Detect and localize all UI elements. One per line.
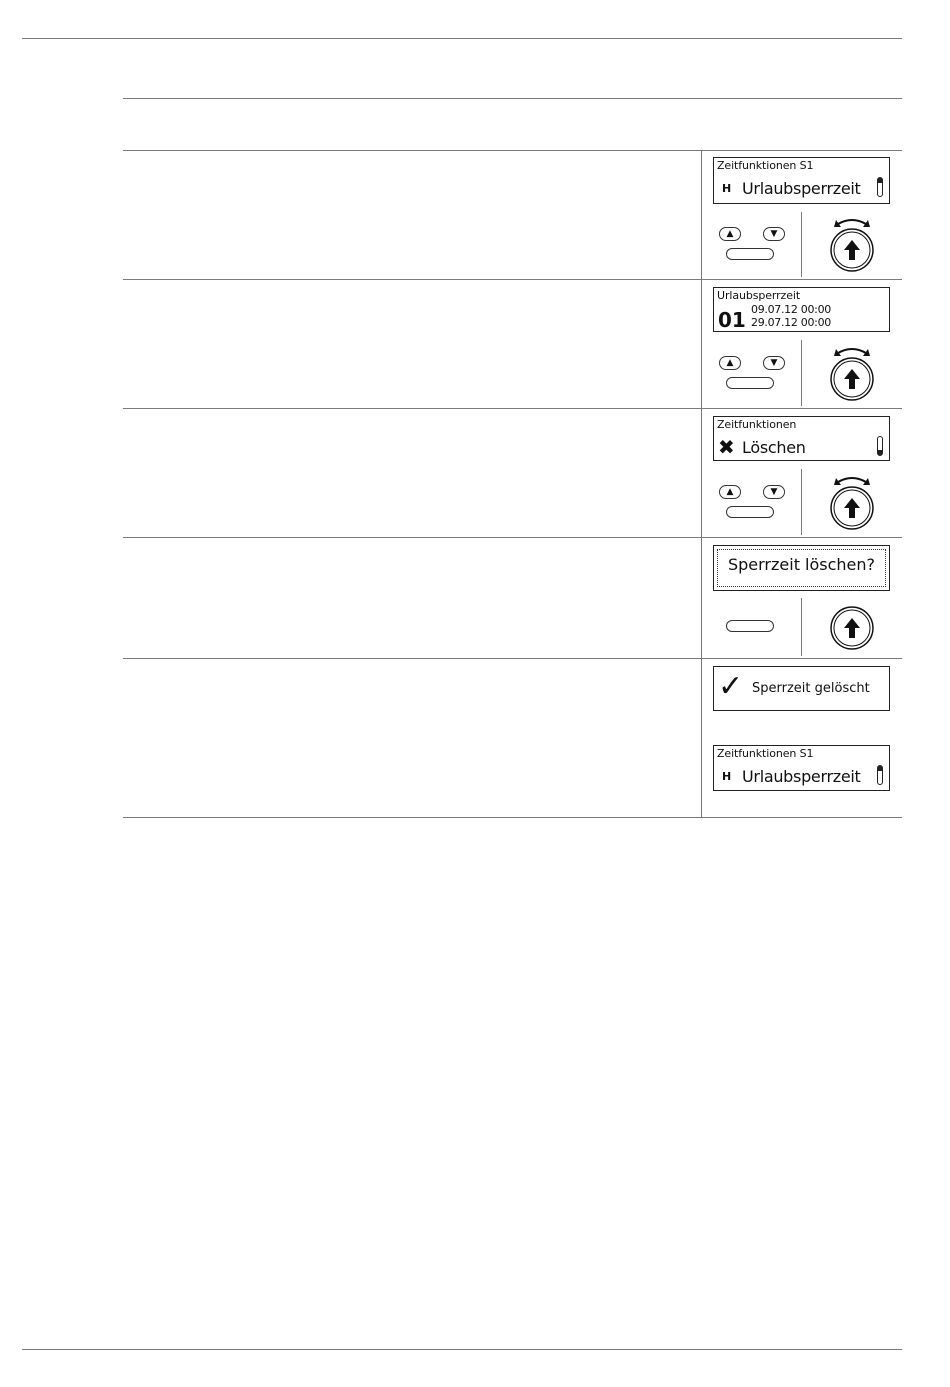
back-button[interactable] [726, 506, 774, 518]
control-divider [801, 469, 802, 535]
rotary-push-knob-icon[interactable] [828, 595, 876, 655]
row-rule-2 [123, 279, 902, 280]
scroll-indicator-icon [877, 436, 883, 456]
rotary-push-knob-icon[interactable] [828, 472, 876, 532]
period-start: 09.07.12 00:00 [751, 303, 831, 316]
back-button[interactable] [726, 377, 774, 389]
rotary-push-knob-icon[interactable] [828, 343, 876, 403]
lcd-title: Zeitfunktionen [717, 418, 797, 431]
control-divider [801, 598, 802, 656]
arrow-up-button-icon[interactable]: ▲ [719, 227, 741, 241]
arrow-up-button-icon[interactable]: ▲ [719, 485, 741, 499]
arrow-down-button-icon[interactable]: ▼ [763, 227, 785, 241]
arrow-up-button-icon[interactable]: ▲ [719, 356, 741, 370]
lcd-entry: Löschen [742, 438, 806, 457]
delete-x-icon: ✖ [718, 435, 735, 459]
period-index: 01 [718, 308, 746, 332]
scroll-indicator-icon [877, 765, 883, 785]
lcd-entry: Urlaubsperrzeit [742, 767, 861, 786]
row-rule-3 [123, 408, 902, 409]
heating-symbol: H [722, 182, 732, 195]
row-rule-1 [123, 150, 902, 151]
lcd-display-result [713, 745, 890, 791]
lcd-display [713, 287, 890, 332]
table-end-rule [123, 817, 902, 818]
arrow-down-button-icon[interactable]: ▼ [763, 485, 785, 499]
top-rule [22, 38, 902, 39]
period-end: 29.07.12 00:00 [751, 316, 831, 329]
row-rule-5 [123, 658, 902, 659]
arrow-down-button-icon[interactable]: ▼ [763, 356, 785, 370]
lcd-title: Urlaubsperrzeit [717, 289, 801, 302]
lcd-title: Zeitfunktionen S1 [717, 159, 814, 172]
row-rule-4 [123, 537, 902, 538]
checkmark-icon: ✓ [718, 669, 744, 704]
back-button[interactable] [726, 620, 774, 632]
lcd-display [713, 416, 890, 461]
lcd-dialog [713, 545, 890, 591]
lcd-title: Zeitfunktionen S1 [717, 747, 814, 760]
table-header-rule [123, 98, 902, 99]
back-button[interactable] [726, 248, 774, 260]
scroll-indicator-icon [877, 177, 883, 197]
lcd-entry: Urlaubsperrzeit [742, 179, 861, 198]
control-divider [801, 340, 802, 406]
bottom-rule [22, 1349, 902, 1350]
rotary-push-knob-icon[interactable] [828, 214, 876, 274]
dialog-text: Sperrzeit löschen? [727, 555, 876, 574]
control-divider [801, 212, 802, 277]
heating-symbol: H [722, 770, 732, 783]
confirmation-text: Sperrzeit gelöscht [752, 681, 870, 696]
column-divider [701, 150, 702, 817]
lcd-confirmation [713, 666, 890, 711]
lcd-display [713, 157, 890, 204]
